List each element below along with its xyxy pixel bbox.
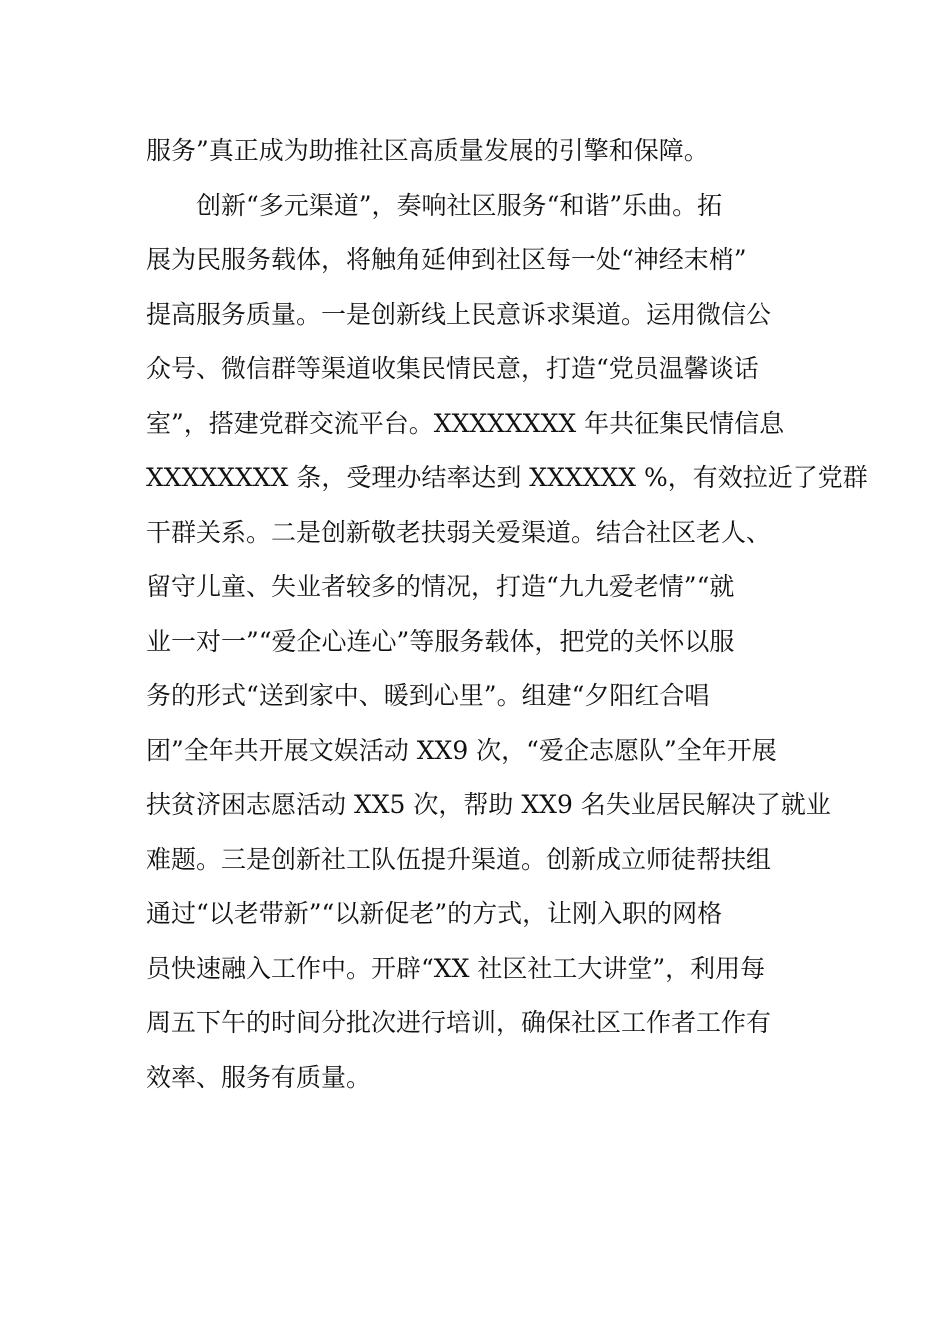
text-line: 提高服务质量。一是创新线上民意诉求渠道。运用微信公: [146, 299, 772, 329]
body-text: [146, 124, 868, 1105]
text-line: 团”全年共开展文娱活动 XX9 次，“爱企志愿队”全年开展: [146, 735, 777, 765]
text-line: 室”，搭建党群交流平台。XXXXXXXX 年共征集民情信息: [146, 408, 785, 438]
text-line: 服务”真正成为助推社区高质量发展的引擎和保障。: [146, 136, 709, 165]
text-line: XXXXXXXX 条，受理办结率达到 XXXXXX %，有效拉近了党群: [146, 463, 868, 492]
text-line: 难题。三是创新社工队伍提升渠道。创新成立师徒帮扶组: [146, 844, 772, 874]
text-line: 效率、服务有质量。: [146, 1062, 372, 1092]
text-line: 众号、微信群等渠道收集民情民意，打造“党员温馨谈话: [146, 354, 759, 383]
text-line: 展为民服务载体，将触角延伸到社区每一处“神经末梢”: [146, 245, 747, 274]
text-line: 通过“以老带新”“以新促老”的方式，让刚入职的网格: [146, 899, 723, 928]
text-line: 员快速融入工作中。开辟“XX 社区社工大讲堂”，利用每: [146, 953, 766, 983]
text-line: 业一对一”“爱企心连心”等服务载体，把党的关怀以服: [146, 626, 735, 656]
text-line: 干群关系。二是创新敬老扶弱关爱渠道。结合社区老人、: [146, 517, 772, 547]
text-line: 扶贫济困志愿活动 XX5 次，帮助 XX9 名失业居民解决了就业: [146, 790, 831, 819]
text-line: 创新“多元渠道”，奏响社区服务“和谐”乐曲。拓: [196, 190, 723, 220]
text-line: 周五下午的时间分批次进行培训，确保社区工作者工作有: [146, 1008, 772, 1037]
text-line: 务的形式“送到家中、暖到心里”。组建“夕阳红合唱: [146, 681, 710, 710]
text-line: 留守儿童、失业者较多的情况，打造“九九爱老情”“就: [146, 572, 735, 601]
